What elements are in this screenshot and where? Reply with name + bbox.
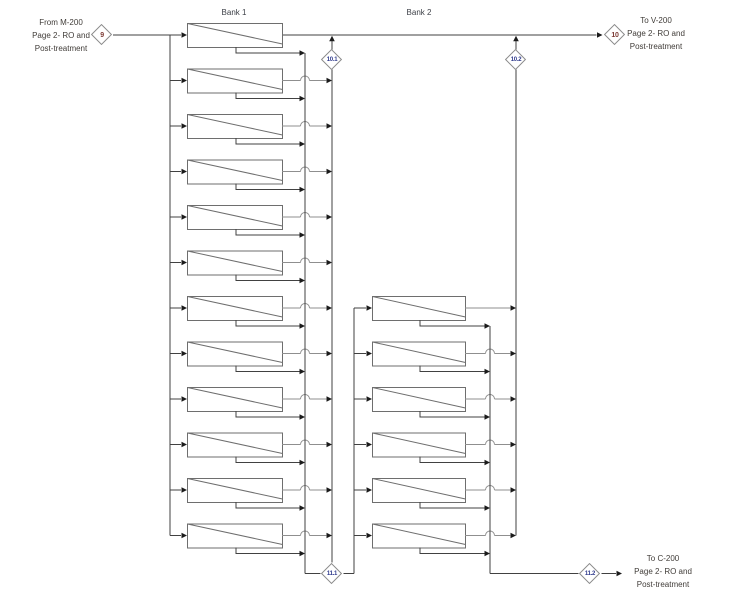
bank1-module-12 [188,524,283,548]
connector-label: 11.2 [584,571,596,577]
note-line: Post-treatment [636,580,690,589]
bank1 [170,24,354,574]
connector-diamond-10 [603,23,627,47]
bank1-module-10 [188,433,283,457]
bank1-module-1 [188,24,283,48]
bank1-module-3 [188,115,283,139]
bank1-module-4 [188,160,283,184]
connector-diamond-11-1 [320,562,344,586]
bank2-label: Bank 2 [406,8,432,17]
piping-lines [113,24,622,577]
connector-label: 9 [100,31,104,39]
note-line: Page 2- RO and [32,31,90,40]
bank1-module-11 [188,479,283,503]
bank2-module-2 [373,342,466,366]
note-line: To V-200 [640,16,672,25]
bank1-module-5 [188,206,283,230]
bank2-module-6 [373,524,466,548]
connector-label: 11.1 [326,571,338,577]
connector-diamond-10-1 [320,48,344,72]
bank1-module-9 [188,388,283,412]
bank2-module-3 [373,388,466,412]
note-line: Page 2- RO and [627,29,685,38]
bank1-module-8 [188,342,283,366]
bank2-module-5 [373,479,466,503]
connector-diamond-9 [90,23,114,47]
to-c200-note [625,552,701,591]
bank2-module-1 [373,297,466,321]
connector-label: 10.2 [510,57,522,63]
to-v200-note [618,14,694,53]
note-line: Post-treatment [629,42,683,51]
connector-label: 10 [611,31,619,39]
bank2 [354,41,622,576]
bank1-label: Bank 1 [221,8,247,17]
bank1-module-7 [188,297,283,321]
note-line: Page 2- RO and [634,567,692,576]
note-line: Post-treatment [34,44,88,53]
connector-label: 10.1 [326,57,338,63]
connector-diamond-11-2 [578,562,602,586]
bank1-module-2 [188,69,283,93]
bank1-module-6 [188,251,283,275]
bank2-module-4 [373,433,466,457]
note-line: From M-200 [39,18,83,27]
note-line: To C-200 [646,554,680,563]
connector-diamond-10-2 [504,48,528,72]
